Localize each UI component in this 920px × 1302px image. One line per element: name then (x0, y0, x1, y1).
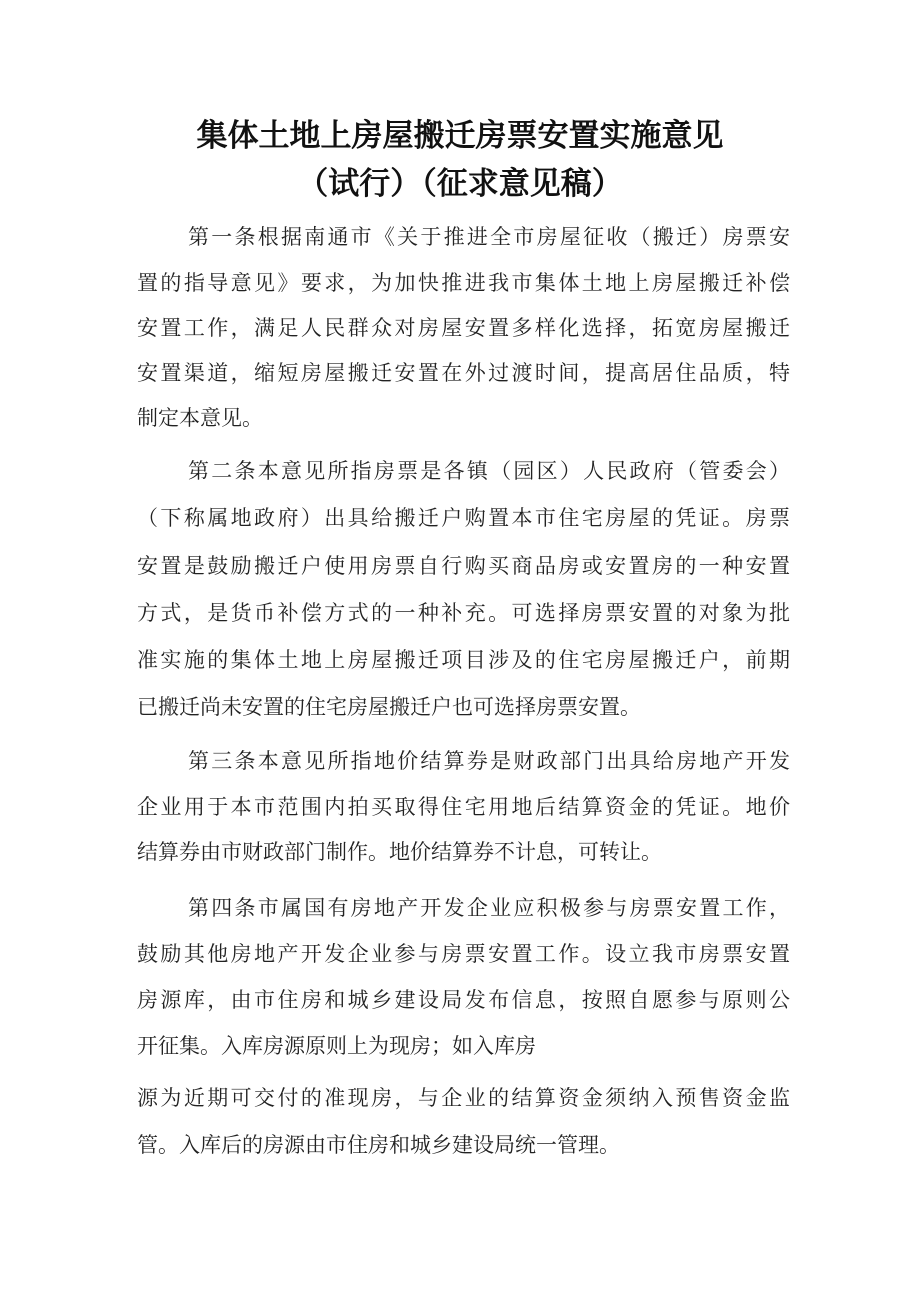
document-title-line-2: （试行）（征求意见稿） (297, 166, 623, 202)
article-3-line-3: 结算券由市财政部门制作。地价结算券不计息，可转让。 (137, 840, 662, 864)
article-2-line-2: （下称属地政府）出具给搬迁户购置本市住宅房屋的凭证。房票 (137, 506, 790, 530)
article-2-line-1: 第二条本意见所指房票是各镇（园区）人民政府（管委会） (188, 459, 790, 483)
article-4-line-2: 鼓励其他房地产开发企业参与房票安置工作。设立我市房票安置 (137, 942, 790, 966)
article-2-line-4: 方式，是货币补偿方式的一种补充。可选择房票安置的对象为批 (137, 601, 790, 625)
article-1-line-5: 制定本意见。 (137, 406, 263, 430)
article-4-line-3: 房源库，由市住房和城乡建设局发布信息，按照自愿参与原则公 (137, 988, 790, 1012)
article-1-line-1: 第一条根据南通市《关于推进全市房屋征收（搬迁）房票安 (188, 225, 790, 249)
document-title-line-1: 集体土地上房屋搬迁房票安置实施意见 (196, 118, 724, 154)
article-4-line-4: 开征集。入库房源原则上为现房；如入库房 (137, 1034, 536, 1058)
article-1-line-2: 置的指导意见》要求，为加快推进我市集体土地上房屋搬迁补偿 (137, 271, 790, 295)
article-3-line-1: 第三条本意见所指地价结算券是财政部门出具给房地产开发 (188, 749, 790, 773)
article-4-line-6: 管。入库后的房源由市住房和城乡建设局统一管理。 (137, 1133, 620, 1157)
article-1-line-4: 安置渠道，缩短房屋搬迁安置在外过渡时间，提高居住品质，特 (137, 361, 790, 385)
article-3-line-2: 企业用于本市范围内拍买取得住宅用地后结算资金的凭证。地价 (137, 795, 790, 819)
article-2-line-6: 已搬迁尚未安置的住宅房屋搬迁户也可选择房票安置。 (137, 695, 641, 719)
article-4-line-1: 第四条市属国有房地产开发企业应积极参与房票安置工作， (188, 896, 790, 920)
article-2-line-5: 准实施的集体土地上房屋搬迁项目涉及的住宅房屋搬迁户，前期 (137, 648, 790, 672)
article-2-line-3: 安置是鼓励搬迁户使用房票自行购买商品房或安置房的一种安置 (137, 554, 790, 578)
article-4-line-5: 源为近期可交付的准现房，与企业的结算资金须纳入预售资金监 (137, 1086, 790, 1110)
article-1-line-3: 安置工作，满足人民群众对房屋安置多样化选择，拓宽房屋搬迁 (137, 316, 790, 340)
